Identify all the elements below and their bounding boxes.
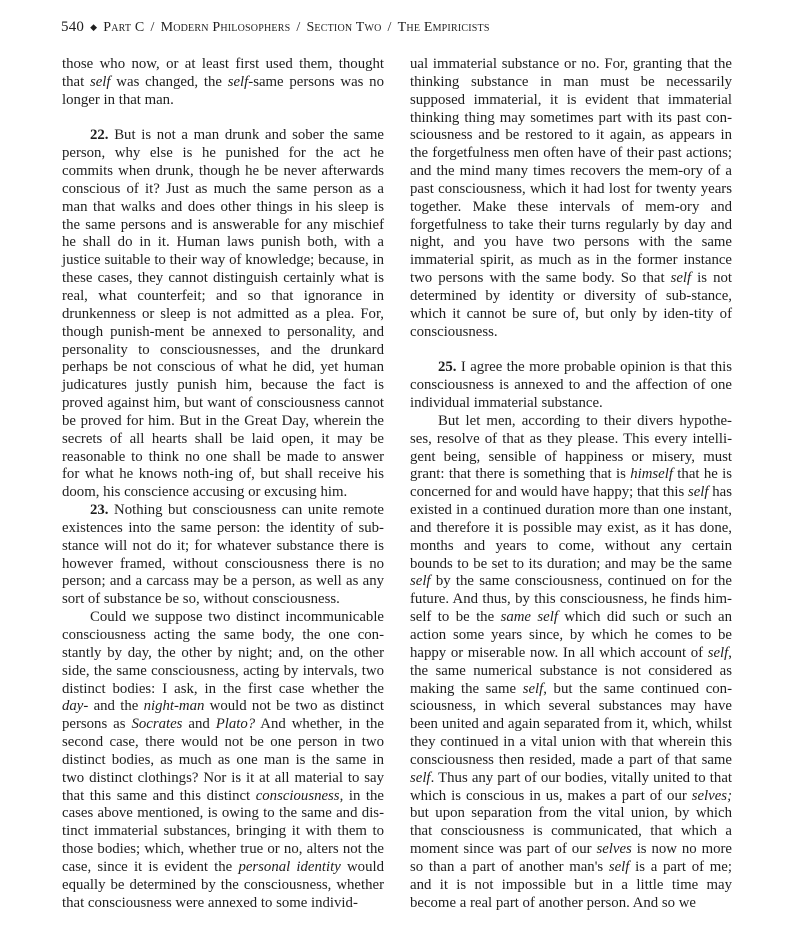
paragraph-text: Could we suppose two distinct incommunicable consciousness acting the same body, the one con-stantly by day, the other by night; and, on the other side, the same consciousness, acting by intervals, two distinct bodies: I ask, in the first case whether the day- and the night-man would not be two as distinct persons as Socrates and Plato? And whether, in the second case, there would not be one person in two distinct bodies, as much as one man is the same in two distinct clothings? Nor is it at all material to say that this same and this distinct consciousness, in the cases above mentioned, is owing to the same and dis-tinct immaterial substances, bringing it with them to those bodies; which, whether true or no, alters not the case, since it is evident the personal identity would equally be determined by the consciousness, whether that consciousness were annexed to some individ- — [62, 609, 385, 911]
left-text-column — [62, 56, 384, 913]
header-separator: / — [150, 20, 155, 35]
paragraph-number: 25. — [438, 359, 457, 376]
diamond-bullet-icon: ◆ — [90, 22, 98, 32]
paragraph-continued — [410, 56, 732, 342]
paragraph-text: those who now, or at least first used them, thought that self was changed, the self-same persons was no longer in that man. — [62, 56, 384, 108]
paragraph-text: Nothing but consciousness can unite remote existences into the same person: the identity of sub-stance will not do it; for whatever substance there is however framed, without consciousness there is no person; and a carcass may be a person, as well as any sort of substance be so, without consciousness. — [62, 502, 384, 608]
paragraph-number: 23. — [90, 502, 109, 519]
header-part: Part C — [103, 20, 145, 35]
header-separator: / — [387, 20, 392, 35]
paragraph — [62, 609, 384, 912]
header-separator: / — [296, 20, 301, 35]
paragraph — [410, 359, 732, 413]
paragraph-text: ual immaterial substance or no. For, granting that the thinking substance in man must be necessarily supposed immaterial, it is evident that immaterial thinking thing may sometimes part with its past con-sciousness and be restored to it again, as appears in the forgetfulness men often have of their past actions; and the mind many times recovers the mem-ory of a past consciousness, which it had lost for twenty years together. Make these intervals of mem-ory and forgetfulness to take their turns regularly by day and night, and you have two persons with the same immaterial spirit, as much as in the former instance two persons with the same body. So that self is not determined by identity or diversity of sub-stance, which it cannot be sure of, but only by iden-tity of consciousness. — [410, 56, 732, 340]
paragraph-number: 22. — [90, 127, 109, 144]
paragraph — [62, 502, 384, 609]
header-subsection: The Empiricists — [397, 20, 490, 35]
paragraph-text: But let men, according to their divers hypothe-ses, resolve of that as they please. This every intelli-gent being, sensible of happiness or misery, must grant: that there is something that is himself that he is concerned for and would have happy; that this self has existed in a continued duration more than one instant, and therefore it is possible may exist, as it has done, months and years to come, without any certain bounds to be set to its duration; and may be the same self by the same consciousness, continued on for the future. And thus, by this consciousness, he finds him-self to be the same self which did such or such an action some years since, by which he comes to be happy or miserable now. In all which account of self, the same numerical substance is not considered as making the same self, but the same continued con-sciousness, in which several substances may have been united and again separated from it, which, whilst they continued in a vital union with that wherein this consciousness then resided, made a part of that same self. Thus any part of our bodies, vitally united to that which is conscious in us, makes a part of our selves; but upon separation from the vital union, by which that consciousness is communicated, that which a moment since was part of our selves is now no more so than a part of another man's self is a part of me; and it is not impossible but in a little time may become a real part of another person. And so we — [410, 412, 733, 911]
paragraph — [410, 413, 732, 913]
page-number: 540 — [61, 19, 85, 35]
right-text-column — [410, 56, 732, 913]
paragraph-text: But is not a man drunk and sober the same person, why else is he punished for the act he commits when drunk, though he be never afterwards conscious of it? Just as much the same person as a man that walks and does other things in his sleep is the same persons and is answerable for any mischief he shall do in it. Human laws punish both, with a justice suitable to their way of knowledge; because, in these cases, they cannot distinguish certainly what is real, what counterfeit; and so that ignorance in drunkenness or sleep is not admitted as a plea. For, though punish-ment be annexed to personality, and personality to consciousnesses, and the drunkard perhaps be not conscious of what he did, yet human judicatures justly punish him, because the fact is proved against him, but want of consciousness cannot be proved for him. But in the Great Day, wherein the secrets of all hearts shall be laid open, it may be reasonable to think no one shall be made to answer for what he knows noth-ing of, but shall receive his doom, his conscience accusing or excusing him. — [62, 127, 384, 501]
header-title: Modern Philosophers — [160, 20, 291, 35]
header-section: Section Two — [306, 20, 382, 35]
running-header — [61, 16, 741, 38]
paragraph — [62, 127, 384, 502]
paragraph-text: I agree the more probable opinion is that this consciousness is annexed to and the affection of one individual immaterial substance. — [410, 359, 732, 412]
paragraph-continued — [62, 56, 384, 110]
